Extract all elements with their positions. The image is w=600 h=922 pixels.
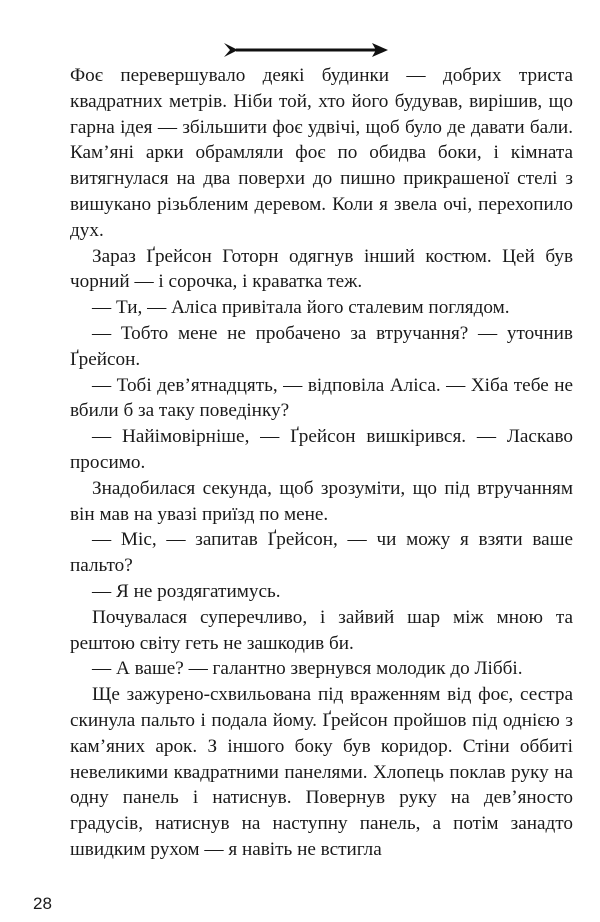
paragraph xyxy=(70,527,573,579)
paragraph-text: — Ти, — Аліса привітала його сталевим поглядом. xyxy=(92,297,510,319)
paragraph xyxy=(70,295,573,321)
paragraph xyxy=(70,656,573,682)
paragraph-text: — Тобі дев’ятнадцять, — відповіла Аліса. — Хіба тебе не вбили б за таку поведінку? xyxy=(70,374,573,422)
paragraph xyxy=(70,244,573,296)
paragraph xyxy=(70,682,573,863)
paragraph: Фоє перевершувало деякі будинки — добрих триста квадратних метрів. Ніби той, хто його будував, вирішив, що гарна ідея — збільшити фоє удвічі, щоб було де давати бали. Кам’яні арки обрамляли фоє по обидва боки, і кімната витягнулася на два поверхи до пишно прикрашеної стелі з вишукано різьбленим деревом. Коли я звела очі, перехопило дух. xyxy=(70,65,573,241)
paragraph-text: — Тобто мене не пробачено за втручання? — уточнив Ґрейсон. xyxy=(70,322,573,370)
page-number: 28 xyxy=(33,894,52,913)
paragraph xyxy=(70,373,573,425)
paragraph xyxy=(70,579,573,605)
paragraph-text: Почувалася суперечливо, і зайвий шар між мною та рештою світу геть не зашкодив би. xyxy=(70,606,573,654)
paragraph-text: — Найімовірніше, — Ґрейсон вишкірився. — Ласкаво просимо. xyxy=(70,426,573,473)
paragraph xyxy=(70,424,573,476)
paragraph-text: Знадобилася секунда, щоб зрозуміти, що під втручанням він мав на увазі приїзд по мене. xyxy=(70,477,573,525)
paragraph-text: Ще зажурено-схвильована під враженням від фоє, сестра скинула пальто і подала йому. Ґрейсон пройшов під однією з кам’яних арок. З іншого боку був коридор. Стіни оббиті невеликими квадратними панелями. Хлопець поклав руку на одну панель і натиснув. Повернув руку на дев’яносто градусів, натиснув на наступну панель, а потім занадто швидким рухом — я навіть не встигла xyxy=(70,684,573,860)
paragraph xyxy=(70,476,573,528)
paragraph xyxy=(70,605,573,657)
paragraph-text: — Міс, — запитав Ґрейсон, — чи можу я взяти ваше пальто? xyxy=(70,529,573,577)
paragraph-text: — А ваше? — галантно звернувся молодик до Ліббі. xyxy=(92,658,523,680)
arrow-ornament-icon xyxy=(222,40,390,60)
paragraph xyxy=(70,321,573,373)
paragraph-text: — Я не роздягатимусь. xyxy=(92,580,281,602)
paragraph-text: Зараз Ґрейсон Готорн одягнув інший костюм. Цей був чорний — і сорочка, і краватка теж. xyxy=(70,245,573,293)
body-text xyxy=(70,63,573,863)
